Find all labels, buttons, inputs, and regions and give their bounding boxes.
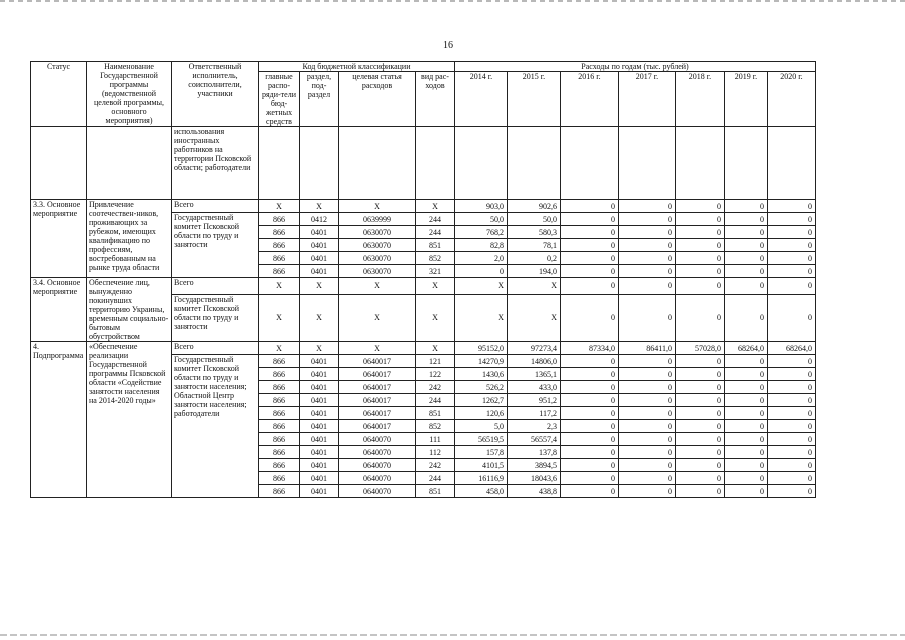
cell-section: Х bbox=[300, 294, 339, 341]
cell-expense-2018: 0 bbox=[676, 278, 725, 295]
cell-expense-2020: 0 bbox=[768, 407, 816, 420]
cell-expense-2014: 82,8 bbox=[455, 239, 508, 252]
cell-target-article: 0640017 bbox=[339, 394, 416, 407]
cell-expense-type: 111 bbox=[416, 433, 455, 446]
continuation-cell bbox=[768, 127, 816, 200]
cell-expense-type: 851 bbox=[416, 485, 455, 498]
cell-expense-2015: 56557,4 bbox=[508, 433, 561, 446]
cell-expense-2014: Х bbox=[455, 294, 508, 341]
cell-expense-2017: 0 bbox=[619, 213, 676, 226]
cell-main-manager: 866 bbox=[259, 433, 300, 446]
cell-expense-type: 852 bbox=[416, 420, 455, 433]
cell-expense-2015: Х bbox=[508, 294, 561, 341]
cell-target-article: 0630070 bbox=[339, 239, 416, 252]
cell-expense-2019: 0 bbox=[725, 265, 768, 278]
continuation-cell bbox=[508, 127, 561, 200]
section-participant: Государственный комитет Псковской области по труду и занятости bbox=[172, 213, 259, 278]
header-year-2015: 2015 г. bbox=[508, 72, 561, 127]
cell-target-article: Х bbox=[339, 278, 416, 295]
cell-expense-2016: 0 bbox=[561, 226, 619, 239]
section-name: «Обеспечение реализации Государственной программы Псковской области «Содействие занятости населения на 2014-2020 годы» bbox=[87, 342, 172, 498]
cell-main-manager: 866 bbox=[259, 381, 300, 394]
section-status: 3.3. Основное мероприятие bbox=[31, 200, 87, 278]
cell-expense-2016: 0 bbox=[561, 394, 619, 407]
cell-main-manager: Х bbox=[259, 200, 300, 213]
cell-expense-2019: 0 bbox=[725, 381, 768, 394]
cell-main-manager: 866 bbox=[259, 239, 300, 252]
cell-target-article: 0640017 bbox=[339, 420, 416, 433]
cell-expense-2014: 95152,0 bbox=[455, 342, 508, 355]
cell-target-article: 0640017 bbox=[339, 368, 416, 381]
cell-expense-2015: 50,0 bbox=[508, 213, 561, 226]
cell-expense-2016: 0 bbox=[561, 294, 619, 341]
cell-expense-2017: 0 bbox=[619, 200, 676, 213]
cell-expense-2018: 0 bbox=[676, 239, 725, 252]
cell-expense-2019: 0 bbox=[725, 278, 768, 295]
cell-expense-2016: 0 bbox=[561, 381, 619, 394]
cell-expense-2016: 0 bbox=[561, 355, 619, 368]
cell-expense-type: Х bbox=[416, 278, 455, 295]
cell-expense-2016: 0 bbox=[561, 407, 619, 420]
cell-main-manager: 866 bbox=[259, 265, 300, 278]
continuation-name bbox=[87, 127, 172, 200]
cell-expense-2017: 0 bbox=[619, 433, 676, 446]
cell-expense-2017: 0 bbox=[619, 278, 676, 295]
cell-target-article: 0630070 bbox=[339, 252, 416, 265]
cell-expense-2019: 0 bbox=[725, 394, 768, 407]
cell-expense-2020: 0 bbox=[768, 239, 816, 252]
cell-expense-2014: 2,0 bbox=[455, 252, 508, 265]
page-bottom-edge bbox=[0, 634, 905, 636]
cell-expense-2020: 0 bbox=[768, 420, 816, 433]
cell-expense-2015: 580,3 bbox=[508, 226, 561, 239]
cell-expense-2020: 0 bbox=[768, 226, 816, 239]
cell-expense-2019: 0 bbox=[725, 213, 768, 226]
cell-expense-2018: 0 bbox=[676, 355, 725, 368]
cell-expense-2019: 0 bbox=[725, 407, 768, 420]
cell-expense-2018: 0 bbox=[676, 472, 725, 485]
cell-main-manager: 866 bbox=[259, 472, 300, 485]
cell-expense-2015: 3894,5 bbox=[508, 459, 561, 472]
continuation-status bbox=[31, 127, 87, 200]
cell-main-manager: 866 bbox=[259, 446, 300, 459]
cell-expense-2016: 0 bbox=[561, 485, 619, 498]
cell-expense-2019: 0 bbox=[725, 200, 768, 213]
cell-expense-2014: 50,0 bbox=[455, 213, 508, 226]
cell-expense-2016: 0 bbox=[561, 278, 619, 295]
cell-section: 0401 bbox=[300, 472, 339, 485]
cell-expense-2019: 0 bbox=[725, 368, 768, 381]
cell-expense-2017: 86411,0 bbox=[619, 342, 676, 355]
cell-expense-2016: 0 bbox=[561, 200, 619, 213]
cell-section: 0401 bbox=[300, 368, 339, 381]
cell-expense-2019: 0 bbox=[725, 472, 768, 485]
cell-expense-2018: 0 bbox=[676, 368, 725, 381]
cell-section: Х bbox=[300, 342, 339, 355]
cell-target-article: 0639999 bbox=[339, 213, 416, 226]
cell-expense-type: 852 bbox=[416, 252, 455, 265]
header-target-article: целевая статья расходов bbox=[339, 72, 416, 127]
cell-main-manager: 866 bbox=[259, 485, 300, 498]
cell-expense-2020: 0 bbox=[768, 472, 816, 485]
cell-expense-2018: 0 bbox=[676, 200, 725, 213]
header-year-2014: 2014 г. bbox=[455, 72, 508, 127]
cell-expense-2018: 0 bbox=[676, 265, 725, 278]
section-total-row bbox=[31, 278, 816, 295]
cell-expense-2014: 56519,5 bbox=[455, 433, 508, 446]
cell-section: Х bbox=[300, 278, 339, 295]
cell-section: 0401 bbox=[300, 394, 339, 407]
cell-section: 0401 bbox=[300, 381, 339, 394]
cell-expense-2014: 1262,7 bbox=[455, 394, 508, 407]
cell-expense-2014: 16116,9 bbox=[455, 472, 508, 485]
cell-main-manager: 866 bbox=[259, 407, 300, 420]
cell-expense-2015: 902,6 bbox=[508, 200, 561, 213]
continuation-cell bbox=[416, 127, 455, 200]
cell-expense-type: 112 bbox=[416, 446, 455, 459]
section-status: 4. Подпрограмма bbox=[31, 342, 87, 498]
cell-target-article: 0640017 bbox=[339, 407, 416, 420]
header-budget-code: Код бюджетной классификации bbox=[259, 62, 455, 72]
cell-expense-2017: 0 bbox=[619, 407, 676, 420]
cell-expense-2019: 0 bbox=[725, 433, 768, 446]
section-total-label: Всего bbox=[172, 278, 259, 295]
cell-expense-2018: 0 bbox=[676, 407, 725, 420]
cell-expense-type: 121 bbox=[416, 355, 455, 368]
section-status: 3.4. Основное мероприятие bbox=[31, 278, 87, 342]
cell-expense-2016: 0 bbox=[561, 433, 619, 446]
cell-expense-2017: 0 bbox=[619, 368, 676, 381]
cell-expense-2015: Х bbox=[508, 278, 561, 295]
cell-expense-2020: 0 bbox=[768, 368, 816, 381]
cell-expense-2016: 0 bbox=[561, 420, 619, 433]
cell-expense-type: 242 bbox=[416, 459, 455, 472]
cell-expense-2020: 0 bbox=[768, 278, 816, 295]
cell-target-article: 0640070 bbox=[339, 485, 416, 498]
cell-expense-type: 122 bbox=[416, 368, 455, 381]
cell-expense-2016: 0 bbox=[561, 459, 619, 472]
cell-expense-type: Х bbox=[416, 342, 455, 355]
section-total-label: Всего bbox=[172, 200, 259, 213]
cell-target-article: 0630070 bbox=[339, 265, 416, 278]
header-status: Статус bbox=[31, 62, 87, 127]
page-number: 16 bbox=[443, 40, 453, 51]
header-name: Наименование Государственной программы (ведомственной целевой программы, основного мероприятия) bbox=[87, 62, 172, 127]
cell-expense-2017: 0 bbox=[619, 472, 676, 485]
cell-expense-2014: 1430,6 bbox=[455, 368, 508, 381]
cell-expense-2016: 0 bbox=[561, 239, 619, 252]
cell-expense-2014: 4101,5 bbox=[455, 459, 508, 472]
continuation-cell bbox=[561, 127, 619, 200]
cell-expense-2016: 0 bbox=[561, 446, 619, 459]
cell-expense-2017: 0 bbox=[619, 355, 676, 368]
cell-expense-type: 244 bbox=[416, 213, 455, 226]
cell-expense-2018: 0 bbox=[676, 294, 725, 341]
cell-main-manager: Х bbox=[259, 294, 300, 341]
cell-section: 0401 bbox=[300, 485, 339, 498]
cell-expense-2018: 0 bbox=[676, 420, 725, 433]
cell-expense-2014: 903,0 bbox=[455, 200, 508, 213]
cell-expense-2015: 951,2 bbox=[508, 394, 561, 407]
cell-expense-2015: 78,1 bbox=[508, 239, 561, 252]
continuation-row bbox=[31, 127, 816, 200]
cell-expense-2014: 526,2 bbox=[455, 381, 508, 394]
cell-expense-2018: 0 bbox=[676, 252, 725, 265]
continuation-cell bbox=[300, 127, 339, 200]
cell-section: 0401 bbox=[300, 433, 339, 446]
cell-expense-2014: 768,2 bbox=[455, 226, 508, 239]
cell-expense-2020: 0 bbox=[768, 265, 816, 278]
cell-expense-2014: 458,0 bbox=[455, 485, 508, 498]
cell-expense-2019: 0 bbox=[725, 459, 768, 472]
cell-expense-2015: 14806,0 bbox=[508, 355, 561, 368]
cell-expense-2020: 0 bbox=[768, 200, 816, 213]
cell-expense-2019: 0 bbox=[725, 226, 768, 239]
cell-main-manager: 866 bbox=[259, 213, 300, 226]
cell-expense-2016: 0 bbox=[561, 265, 619, 278]
cell-expense-2020: 0 bbox=[768, 459, 816, 472]
cell-target-article: 0640070 bbox=[339, 433, 416, 446]
cell-expense-2019: 0 bbox=[725, 294, 768, 341]
cell-expense-2016: 0 bbox=[561, 252, 619, 265]
header-year-2016: 2016 г. bbox=[561, 72, 619, 127]
cell-section: 0401 bbox=[300, 355, 339, 368]
header-expense-type: вид рас-ходов bbox=[416, 72, 455, 127]
cell-expense-2017: 0 bbox=[619, 446, 676, 459]
cell-main-manager: Х bbox=[259, 342, 300, 355]
cell-expense-2017: 0 bbox=[619, 265, 676, 278]
header-year-2018: 2018 г. bbox=[676, 72, 725, 127]
cell-section: 0401 bbox=[300, 252, 339, 265]
header-expenses-by-year: Расходы по годам (тыс. рублей) bbox=[455, 62, 816, 72]
cell-expense-2019: 0 bbox=[725, 239, 768, 252]
cell-expense-type: 321 bbox=[416, 265, 455, 278]
cell-target-article: 0640070 bbox=[339, 459, 416, 472]
header-main-manager: главные распо-ряди-тели бюд-жетных средств bbox=[259, 72, 300, 127]
cell-section: Х bbox=[300, 200, 339, 213]
cell-section: 0412 bbox=[300, 213, 339, 226]
cell-expense-2017: 0 bbox=[619, 459, 676, 472]
continuation-cell bbox=[339, 127, 416, 200]
cell-expense-2016: 0 bbox=[561, 368, 619, 381]
cell-expense-2014: Х bbox=[455, 278, 508, 295]
cell-expense-2014: 0 bbox=[455, 265, 508, 278]
cell-section: 0401 bbox=[300, 459, 339, 472]
cell-expense-2014: 5,0 bbox=[455, 420, 508, 433]
cell-target-article: 0640070 bbox=[339, 472, 416, 485]
cell-expense-2015: 2,3 bbox=[508, 420, 561, 433]
cell-expense-2015: 1365,1 bbox=[508, 368, 561, 381]
cell-expense-2018: 57028,0 bbox=[676, 342, 725, 355]
cell-target-article: 0640017 bbox=[339, 381, 416, 394]
continuation-responsible: использования иностранных работников на территории Псковской области; работодатели bbox=[172, 127, 259, 200]
cell-target-article: Х bbox=[339, 294, 416, 341]
cell-expense-2014: 157,8 bbox=[455, 446, 508, 459]
cell-expense-2017: 0 bbox=[619, 420, 676, 433]
cell-expense-2017: 0 bbox=[619, 294, 676, 341]
cell-expense-2015: 0,2 bbox=[508, 252, 561, 265]
cell-expense-type: Х bbox=[416, 294, 455, 341]
section-total-row bbox=[31, 200, 816, 213]
cell-expense-2020: 0 bbox=[768, 213, 816, 226]
cell-section: 0401 bbox=[300, 239, 339, 252]
cell-expense-2017: 0 bbox=[619, 239, 676, 252]
cell-main-manager: 866 bbox=[259, 368, 300, 381]
budget-table bbox=[30, 61, 816, 498]
header-year-2020: 2020 г. bbox=[768, 72, 816, 127]
cell-expense-2015: 137,8 bbox=[508, 446, 561, 459]
cell-target-article: 0640070 bbox=[339, 446, 416, 459]
cell-section: 0401 bbox=[300, 420, 339, 433]
cell-expense-type: 244 bbox=[416, 394, 455, 407]
cell-main-manager: 866 bbox=[259, 252, 300, 265]
cell-expense-2018: 0 bbox=[676, 213, 725, 226]
cell-section: 0401 bbox=[300, 407, 339, 420]
cell-expense-2019: 0 bbox=[725, 252, 768, 265]
cell-expense-2020: 0 bbox=[768, 381, 816, 394]
header-year-2017: 2017 г. bbox=[619, 72, 676, 127]
cell-main-manager: 866 bbox=[259, 355, 300, 368]
continuation-cell bbox=[455, 127, 508, 200]
cell-expense-2018: 0 bbox=[676, 433, 725, 446]
cell-expense-2015: 97273,4 bbox=[508, 342, 561, 355]
cell-expense-2017: 0 bbox=[619, 226, 676, 239]
section-total-row bbox=[31, 342, 816, 355]
cell-expense-2015: 194,0 bbox=[508, 265, 561, 278]
cell-main-manager: 866 bbox=[259, 459, 300, 472]
section-name: Привлечение соотечествен-ников, проживающих за рубежом, имеющих квалификацию по профессиям, востребованным на рынке труда области bbox=[87, 200, 172, 278]
cell-expense-type: Х bbox=[416, 200, 455, 213]
cell-expense-2018: 0 bbox=[676, 446, 725, 459]
cell-expense-2019: 68264,0 bbox=[725, 342, 768, 355]
cell-expense-type: 242 bbox=[416, 381, 455, 394]
cell-expense-2018: 0 bbox=[676, 485, 725, 498]
cell-expense-2019: 0 bbox=[725, 355, 768, 368]
cell-main-manager: 866 bbox=[259, 420, 300, 433]
cell-expense-type: 851 bbox=[416, 407, 455, 420]
cell-expense-2018: 0 bbox=[676, 394, 725, 407]
cell-expense-2014: 14270,9 bbox=[455, 355, 508, 368]
cell-target-article: Х bbox=[339, 342, 416, 355]
section-total-label: Всего bbox=[172, 342, 259, 355]
cell-target-article: 0640017 bbox=[339, 355, 416, 368]
header-year-2019: 2019 г. bbox=[725, 72, 768, 127]
cell-main-manager: 866 bbox=[259, 394, 300, 407]
section-participant: Государственный комитет Псковской области по труду и занятости bbox=[172, 294, 259, 341]
cell-expense-2015: 117,2 bbox=[508, 407, 561, 420]
cell-expense-2014: 120,6 bbox=[455, 407, 508, 420]
header-section: раздел, под-раздел bbox=[300, 72, 339, 127]
continuation-cell bbox=[676, 127, 725, 200]
cell-expense-2018: 0 bbox=[676, 381, 725, 394]
cell-section: 0401 bbox=[300, 265, 339, 278]
continuation-cell bbox=[259, 127, 300, 200]
cell-expense-type: 851 bbox=[416, 239, 455, 252]
cell-expense-2020: 68264,0 bbox=[768, 342, 816, 355]
page-top-edge bbox=[0, 0, 905, 2]
cell-expense-2020: 0 bbox=[768, 355, 816, 368]
cell-main-manager: 866 bbox=[259, 226, 300, 239]
continuation-cell bbox=[725, 127, 768, 200]
cell-expense-2017: 0 bbox=[619, 485, 676, 498]
cell-expense-2015: 438,8 bbox=[508, 485, 561, 498]
cell-expense-2020: 0 bbox=[768, 394, 816, 407]
cell-target-article: Х bbox=[339, 200, 416, 213]
cell-expense-type: 244 bbox=[416, 226, 455, 239]
header-responsible: Ответственный исполнитель, соисполнители, участники bbox=[172, 62, 259, 127]
cell-expense-2015: 433,0 bbox=[508, 381, 561, 394]
cell-expense-2020: 0 bbox=[768, 294, 816, 341]
cell-expense-2016: 0 bbox=[561, 213, 619, 226]
cell-expense-2015: 18043,6 bbox=[508, 472, 561, 485]
cell-expense-2018: 0 bbox=[676, 226, 725, 239]
cell-main-manager: Х bbox=[259, 278, 300, 295]
cell-section: 0401 bbox=[300, 226, 339, 239]
cell-expense-2020: 0 bbox=[768, 252, 816, 265]
cell-expense-2020: 0 bbox=[768, 485, 816, 498]
cell-expense-2017: 0 bbox=[619, 252, 676, 265]
cell-section: 0401 bbox=[300, 446, 339, 459]
cell-expense-2019: 0 bbox=[725, 446, 768, 459]
cell-expense-2018: 0 bbox=[676, 459, 725, 472]
section-name: Обеспечение лиц, вынужденно покинувших территорию Украины, временным социально-бытовым обустройством bbox=[87, 278, 172, 342]
continuation-cell bbox=[619, 127, 676, 200]
cell-expense-2019: 0 bbox=[725, 420, 768, 433]
cell-expense-2019: 0 bbox=[725, 485, 768, 498]
cell-expense-2020: 0 bbox=[768, 433, 816, 446]
section-participant: Государственный комитет Псковской области по труду и занятости населения; Областной Центр занятости населения; работодатели bbox=[172, 355, 259, 498]
cell-expense-2016: 0 bbox=[561, 472, 619, 485]
cell-expense-2017: 0 bbox=[619, 394, 676, 407]
cell-expense-2017: 0 bbox=[619, 381, 676, 394]
cell-expense-2020: 0 bbox=[768, 446, 816, 459]
cell-target-article: 0630070 bbox=[339, 226, 416, 239]
cell-expense-type: 244 bbox=[416, 472, 455, 485]
cell-expense-2016: 87334,0 bbox=[561, 342, 619, 355]
